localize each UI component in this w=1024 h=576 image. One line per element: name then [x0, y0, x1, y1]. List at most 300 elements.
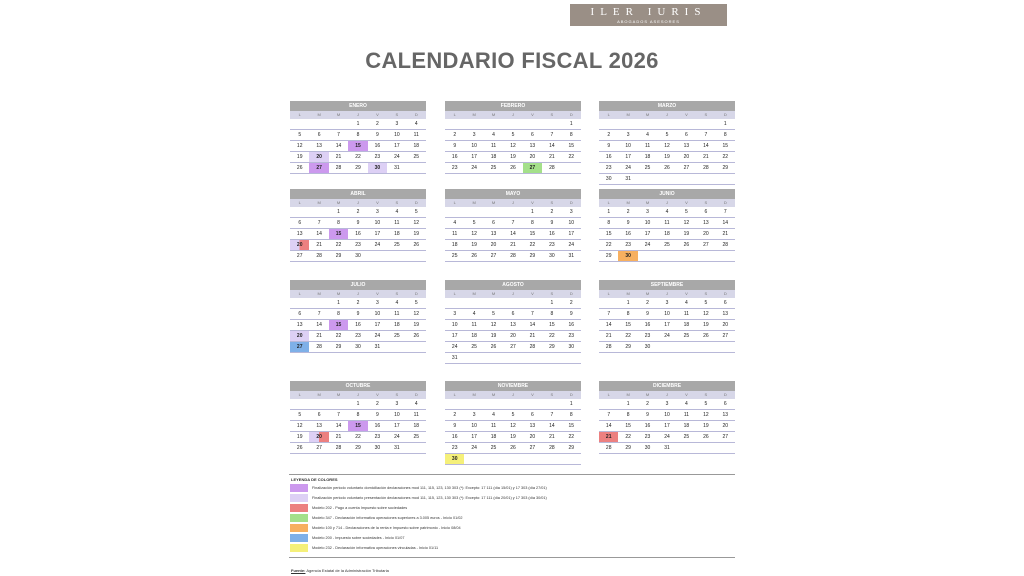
day-cell: 30	[549, 253, 555, 259]
month-header: OCTUBRE	[290, 381, 426, 391]
day-cell: 31	[664, 445, 670, 451]
weekday-label: M	[626, 112, 630, 117]
day-cell: 11	[644, 143, 651, 149]
legend-swatch	[290, 534, 308, 542]
day-cell	[638, 174, 657, 184]
weekday-label: L	[607, 392, 610, 397]
day-cell: 10	[451, 322, 458, 328]
day-cell	[290, 298, 309, 308]
weekday-label: S	[550, 200, 554, 205]
source-note	[291, 568, 389, 573]
day-cell: 3	[569, 209, 573, 215]
day-cell	[445, 119, 464, 129]
day-cell: 15	[605, 231, 612, 237]
day-cell	[523, 399, 542, 409]
day-cell: 15	[329, 320, 348, 330]
month-header: JUNIO	[599, 189, 735, 199]
weekday-label: L	[453, 200, 456, 205]
day-cell: 22	[625, 333, 631, 339]
day-cell: 14	[316, 231, 322, 237]
day-cell: 14	[703, 143, 709, 149]
day-cell: 7	[317, 220, 321, 226]
weekday-label: L	[298, 112, 301, 117]
weekday-label: V	[531, 200, 534, 205]
month-octubre	[290, 381, 426, 454]
day-cell: 21	[549, 154, 555, 160]
legend-swatch	[290, 484, 308, 492]
day-cell: 4	[414, 401, 418, 407]
day-cell: 10	[664, 311, 670, 317]
day-cell: 22	[549, 333, 555, 339]
day-cell: 12	[471, 231, 477, 237]
day-cell: 10	[625, 143, 631, 149]
weekday-label: V	[685, 291, 688, 296]
day-cell	[618, 119, 637, 129]
day-cell	[503, 119, 522, 129]
day-cell: 26	[490, 344, 497, 350]
day-cell: 28	[335, 165, 342, 171]
day-cell	[503, 207, 522, 217]
legend-swatch	[290, 544, 308, 552]
day-cell: 21	[549, 434, 555, 440]
weekday-label: J	[356, 291, 359, 296]
day-cell: 25	[451, 253, 458, 259]
weekday-label: M	[472, 112, 476, 117]
day-cell: 9	[453, 423, 457, 429]
day-cell: 28	[549, 445, 555, 451]
logo-tagline: ABOGADOS ASESORES	[617, 19, 680, 24]
day-cell: 31	[394, 445, 400, 451]
weekday-label: V	[685, 200, 688, 205]
weekday-label: V	[531, 112, 534, 117]
day-cell: 8	[569, 132, 573, 138]
day-cell: 23	[549, 242, 555, 248]
week-row	[599, 130, 735, 141]
day-cell: 26	[471, 253, 477, 259]
day-cell: 24	[451, 344, 458, 350]
day-cell: 12	[510, 143, 516, 149]
day-cell: 19	[703, 322, 709, 328]
day-cell: 5	[511, 132, 515, 138]
day-cell	[523, 454, 542, 464]
day-cell: 26	[413, 333, 420, 339]
day-cell	[290, 399, 309, 409]
day-cell: 24	[394, 434, 400, 440]
day-cell: 17	[451, 333, 458, 339]
day-cell: 5	[685, 209, 688, 215]
day-cell: 23	[355, 242, 361, 248]
week-row	[445, 320, 581, 331]
day-cell: 4	[685, 300, 688, 306]
day-cell: 21	[599, 432, 618, 442]
week-row	[445, 218, 581, 229]
day-cell: 27	[510, 344, 516, 350]
month-header: JULIO	[290, 280, 426, 290]
day-cell: 30	[355, 253, 361, 259]
day-cell: 30	[618, 251, 637, 261]
day-cell: 22	[605, 242, 612, 248]
day-cell: 7	[607, 412, 611, 418]
month-header: ENERO	[290, 101, 426, 111]
day-cell: 27	[316, 445, 322, 451]
month-header: DICIEMBRE	[599, 381, 735, 391]
day-cell: 1	[356, 121, 360, 127]
day-cell: 8	[356, 132, 360, 138]
weekday-label: S	[395, 200, 399, 205]
day-cell: 28	[605, 344, 612, 350]
week-row	[445, 454, 581, 465]
day-cell: 29	[335, 344, 342, 350]
weekday-label: V	[685, 392, 688, 397]
day-cell: 4	[492, 132, 495, 138]
week-row	[445, 331, 581, 342]
day-cell: 1	[607, 209, 611, 215]
day-cell: 25	[394, 333, 400, 339]
month-header: MAYO	[445, 189, 581, 199]
weekday-header	[445, 111, 581, 119]
week-row	[290, 152, 426, 163]
day-cell: 26	[296, 165, 303, 171]
day-cell: 15	[625, 322, 631, 328]
day-cell: 10	[374, 220, 381, 226]
day-cell: 31	[394, 165, 400, 171]
day-cell	[677, 342, 696, 352]
day-cell: 12	[703, 311, 709, 317]
legend-text: Finalización periodo voluntario domiciliación declaraciones mod 111, 115, 123, 130 303 (*): Excepto: 17 111 (día 15/01) y 17 303 (día 27/01)	[312, 486, 547, 490]
day-cell	[542, 399, 561, 409]
day-cell	[503, 399, 522, 409]
weekday-label: S	[704, 200, 708, 205]
day-cell: 29	[568, 445, 575, 451]
day-cell: 22	[335, 333, 342, 339]
day-cell: 1	[723, 121, 727, 127]
day-cell: 10	[394, 132, 400, 138]
day-cell: 17	[644, 231, 651, 237]
week-row	[445, 152, 581, 163]
day-cell: 22	[722, 154, 729, 160]
weekday-label: V	[531, 392, 534, 397]
day-cell: 19	[510, 154, 516, 160]
month-agosto	[445, 280, 581, 364]
week-row	[599, 399, 735, 410]
legend-item	[289, 483, 735, 493]
weekday-label: M	[626, 392, 630, 397]
day-cell	[368, 251, 387, 261]
day-cell: 13	[529, 423, 536, 429]
month-abril	[290, 189, 426, 262]
day-cell: 7	[337, 412, 340, 418]
day-cell: 19	[490, 333, 497, 339]
day-cell: 12	[296, 143, 303, 149]
weekday-label: S	[704, 392, 708, 397]
day-cell	[407, 251, 426, 261]
day-cell	[290, 119, 309, 129]
week-row	[290, 443, 426, 454]
day-cell: 26	[510, 445, 516, 451]
legend-item	[289, 523, 735, 533]
day-cell: 11	[683, 311, 690, 317]
day-cell	[290, 207, 309, 217]
day-cell	[542, 454, 561, 464]
weekday-label: J	[511, 291, 514, 296]
day-cell: 9	[569, 311, 573, 317]
day-cell	[484, 454, 503, 464]
day-cell: 15	[529, 231, 536, 237]
day-cell: 28	[316, 344, 322, 350]
day-cell: 23	[625, 242, 631, 248]
day-cell: 19	[510, 434, 516, 440]
day-cell: 2	[453, 412, 457, 418]
day-cell: 6	[704, 209, 708, 215]
day-cell: 27	[523, 163, 542, 173]
page-title: CALENDARIO FISCAL 2026	[365, 48, 659, 73]
day-cell: 20	[309, 152, 328, 162]
week-row	[290, 218, 426, 229]
weekday-header	[290, 111, 426, 119]
day-cell: 12	[703, 412, 709, 418]
day-cell	[599, 119, 618, 129]
day-cell: 1	[550, 300, 554, 306]
weekday-label: V	[685, 112, 688, 117]
week-row	[290, 207, 426, 218]
day-cell: 11	[394, 311, 400, 317]
weekday-label: J	[665, 392, 668, 397]
day-cell: 23	[644, 434, 651, 440]
weekday-label: D	[723, 200, 727, 205]
weekday-label: M	[645, 392, 650, 397]
weekday-label: M	[317, 200, 321, 205]
day-cell	[696, 119, 715, 129]
day-cell: 27	[703, 242, 709, 248]
day-cell: 16	[549, 231, 555, 237]
week-row	[445, 342, 581, 353]
day-cell: 7	[511, 220, 515, 226]
day-cell: 7	[531, 311, 534, 317]
day-cell: 24	[644, 242, 651, 248]
day-cell: 17	[394, 423, 400, 429]
day-cell: 18	[644, 154, 651, 160]
weekday-label: M	[472, 291, 476, 296]
day-cell: 16	[644, 322, 651, 328]
day-cell: 21	[335, 434, 342, 440]
day-cell	[484, 119, 503, 129]
day-cell: 27	[309, 163, 328, 173]
week-row	[290, 119, 426, 130]
day-cell: 6	[531, 132, 534, 138]
day-cell: 24	[664, 333, 670, 339]
day-cell	[387, 342, 406, 352]
weekday-label: J	[356, 392, 359, 397]
weekday-label: D	[569, 291, 573, 296]
day-cell: 6	[298, 311, 302, 317]
day-cell: 16	[644, 423, 651, 429]
day-cell: 24	[471, 165, 477, 171]
day-cell	[329, 399, 348, 409]
day-cell: 13	[490, 231, 497, 237]
day-cell: 7	[723, 209, 727, 215]
day-cell: 6	[685, 132, 688, 138]
day-cell	[407, 342, 426, 352]
day-cell: 28	[703, 165, 709, 171]
day-cell	[562, 353, 581, 363]
day-cell: 9	[550, 220, 554, 226]
week-row	[599, 119, 735, 130]
day-cell: 18	[683, 322, 690, 328]
weekday-label: D	[414, 112, 418, 117]
day-cell: 21	[605, 333, 612, 339]
day-cell	[523, 353, 542, 363]
day-cell: 8	[723, 132, 727, 138]
day-cell: 25	[664, 242, 670, 248]
weekday-label: V	[376, 291, 379, 296]
legend-item	[289, 513, 735, 523]
weekday-header	[445, 290, 581, 298]
day-cell: 20	[683, 154, 690, 160]
day-cell: 13	[296, 231, 303, 237]
week-row	[290, 229, 426, 240]
day-cell: 8	[607, 220, 611, 226]
weekday-label: L	[607, 200, 610, 205]
month-septiembre	[599, 280, 735, 353]
day-cell: 24	[374, 242, 381, 248]
month-noviembre	[445, 381, 581, 465]
day-cell	[657, 119, 676, 129]
day-cell: 24	[394, 154, 400, 160]
day-cell: 2	[356, 300, 360, 306]
month-febrero	[445, 101, 581, 174]
weekday-label: M	[645, 200, 650, 205]
day-cell: 8	[356, 412, 360, 418]
day-cell	[407, 443, 426, 453]
day-cell: 20	[309, 432, 328, 442]
day-cell: 26	[664, 165, 670, 171]
day-cell: 8	[550, 311, 554, 317]
weekday-label: L	[298, 291, 301, 296]
day-cell: 2	[646, 401, 649, 407]
week-row	[290, 309, 426, 320]
week-row	[445, 251, 581, 262]
week-row	[599, 251, 735, 262]
weekday-label: V	[376, 200, 379, 205]
day-cell	[523, 298, 542, 308]
weekday-label: D	[414, 291, 418, 296]
week-row	[290, 320, 426, 331]
day-cell: 6	[511, 311, 515, 317]
day-cell: 4	[685, 401, 688, 407]
weekday-label: M	[645, 291, 650, 296]
week-row	[599, 421, 735, 432]
weekday-label: M	[626, 200, 630, 205]
day-cell: 14	[335, 143, 342, 149]
day-cell	[464, 454, 483, 464]
week-row	[599, 432, 735, 443]
day-cell: 9	[356, 311, 360, 317]
day-cell: 9	[376, 412, 379, 418]
weekday-label: D	[723, 291, 727, 296]
legend-item	[289, 493, 735, 503]
day-cell	[464, 119, 483, 129]
day-cell: 5	[414, 300, 418, 306]
day-cell: 11	[452, 231, 458, 237]
day-cell: 20	[290, 240, 309, 250]
day-cell: 14	[529, 322, 536, 328]
day-cell: 21	[335, 154, 342, 160]
day-cell	[464, 353, 483, 363]
day-cell: 25	[471, 344, 477, 350]
weekday-label: M	[317, 392, 321, 397]
day-cell: 24	[625, 165, 631, 171]
week-row	[445, 207, 581, 218]
day-cell: 29	[722, 165, 729, 171]
day-cell: 29	[549, 344, 555, 350]
legend-swatch	[290, 504, 308, 512]
legend-item	[289, 533, 735, 543]
day-cell	[445, 399, 464, 409]
day-cell: 1	[626, 300, 630, 306]
day-cell: 18	[471, 333, 477, 339]
day-cell: 30	[644, 344, 651, 350]
month-header: FEBRERO	[445, 101, 581, 111]
day-cell	[464, 298, 483, 308]
month-header: SEPTIEMBRE	[599, 280, 735, 290]
day-cell: 22	[335, 242, 342, 248]
weekday-label: L	[607, 291, 610, 296]
day-cell: 21	[316, 333, 322, 339]
day-cell: 18	[394, 231, 400, 237]
day-cell: 11	[664, 220, 670, 226]
weekday-label: S	[550, 392, 554, 397]
day-cell: 30	[368, 163, 387, 173]
day-cell: 3	[665, 401, 669, 407]
month-header: MARZO	[599, 101, 735, 111]
day-cell: 16	[451, 154, 458, 160]
day-cell: 20	[703, 231, 709, 237]
day-cell: 14	[605, 423, 612, 429]
day-cell: 27	[490, 253, 497, 259]
day-cell: 6	[723, 401, 727, 407]
day-cell: 4	[453, 220, 457, 226]
day-cell: 14	[510, 231, 516, 237]
day-cell	[445, 207, 464, 217]
weekday-label: D	[723, 112, 727, 117]
week-row	[599, 207, 735, 218]
day-cell: 1	[626, 401, 630, 407]
weekday-label: V	[531, 291, 534, 296]
weekday-label: L	[607, 112, 610, 117]
day-cell	[657, 174, 676, 184]
day-cell: 21	[510, 242, 516, 248]
logo-name: ILER IURIS	[590, 6, 707, 18]
week-row	[599, 410, 735, 421]
week-row	[290, 251, 426, 262]
day-cell: 11	[394, 220, 400, 226]
day-cell: 11	[490, 423, 497, 429]
weekday-label: D	[569, 392, 573, 397]
day-cell: 9	[626, 220, 630, 226]
day-cell: 10	[394, 412, 400, 418]
weekday-label: S	[550, 291, 554, 296]
day-cell	[562, 163, 581, 173]
day-cell: 9	[356, 220, 360, 226]
legend-text: Modelo 100 y 714 - Declaraciones de la renta e Impuesto sobre patrimonio - Inicio 08/04	[312, 526, 461, 530]
day-cell: 8	[337, 220, 340, 226]
day-cell: 1	[337, 300, 340, 306]
week-row	[290, 410, 426, 421]
day-cell: 24	[471, 445, 477, 451]
day-cell: 5	[665, 132, 669, 138]
month-mayo	[445, 189, 581, 262]
day-cell: 3	[626, 132, 630, 138]
